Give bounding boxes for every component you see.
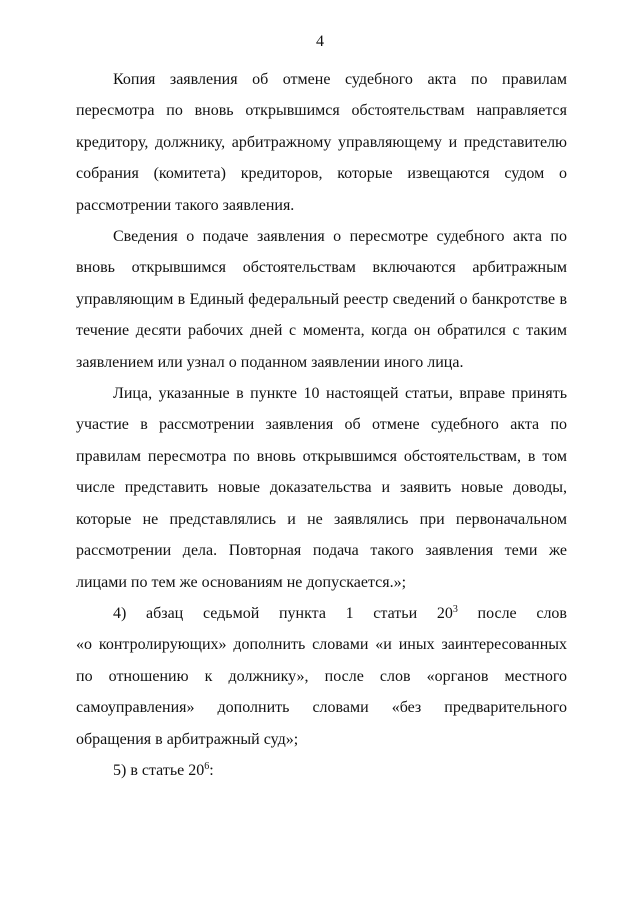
item-4 xyxy=(76,598,567,755)
document-body xyxy=(76,64,567,786)
item-4-word: пункта xyxy=(278,604,326,622)
item-4-first-line xyxy=(76,598,567,629)
article-number xyxy=(437,598,458,629)
item-4-word: после xyxy=(477,604,517,622)
item-4-word: 1 xyxy=(345,604,354,622)
paragraph: Копия заявления об отмене судебного акта по правилам пересмотра по вновь открывшимся обстоятельствам направляется кредитору, должнику, арбитражному управляющему и представителю собрания (комитета) кредиторов, которые извещаются судом о рассмотрении такого заявления. xyxy=(76,71,567,214)
item-5 xyxy=(76,755,567,786)
paragraph: Лица, указанные в пункте 10 настоящей статьи, вправе принять участие в рассмотрении заявления об отмене судебного акта по правилам пересмотра по вновь открывшимся обстоятельствам, в том числе представить новые доказательства и заявить новые доводы, которые не представлялись и не заявлялись при первоначальном рассмотрении дела. Повторная подача такого заявления теми же лицами по тем же основаниям не допускается.»; xyxy=(76,385,567,591)
item-5-tail: : xyxy=(209,761,214,779)
item-4-word: абзац xyxy=(146,604,184,622)
item-5-text: 5) в статье 20 xyxy=(113,761,205,779)
item-4-word: статьи xyxy=(373,604,418,622)
article-superscript: 3 xyxy=(452,603,458,615)
paragraph: Сведения о подаче заявления о пересмотре судебного акта по вновь открывшимся обстоятельствам включаются арбитражным управляющим в Единый федеральный реестр сведений о банкротстве в течение десяти рабочих дней с момента, когда он обратился с таким заявлением или узнал о поданном заявлении иного лица. xyxy=(76,228,567,371)
item-5-superscript: 6 xyxy=(204,760,210,772)
article-base: 20 xyxy=(436,604,453,622)
page-number: 4 xyxy=(316,33,324,50)
item-4-word: слов xyxy=(536,604,567,622)
item-4-rest: «о контролирующих» дополнить словами «и иных заинтересованных по отношению к должнику», после слов «органов местного самоуправления» дополнить словами «без предварительного обращения в арбитражный суд»; xyxy=(76,636,567,748)
item-4-word: 4) xyxy=(113,604,127,622)
item-4-word: седьмой xyxy=(202,604,260,622)
